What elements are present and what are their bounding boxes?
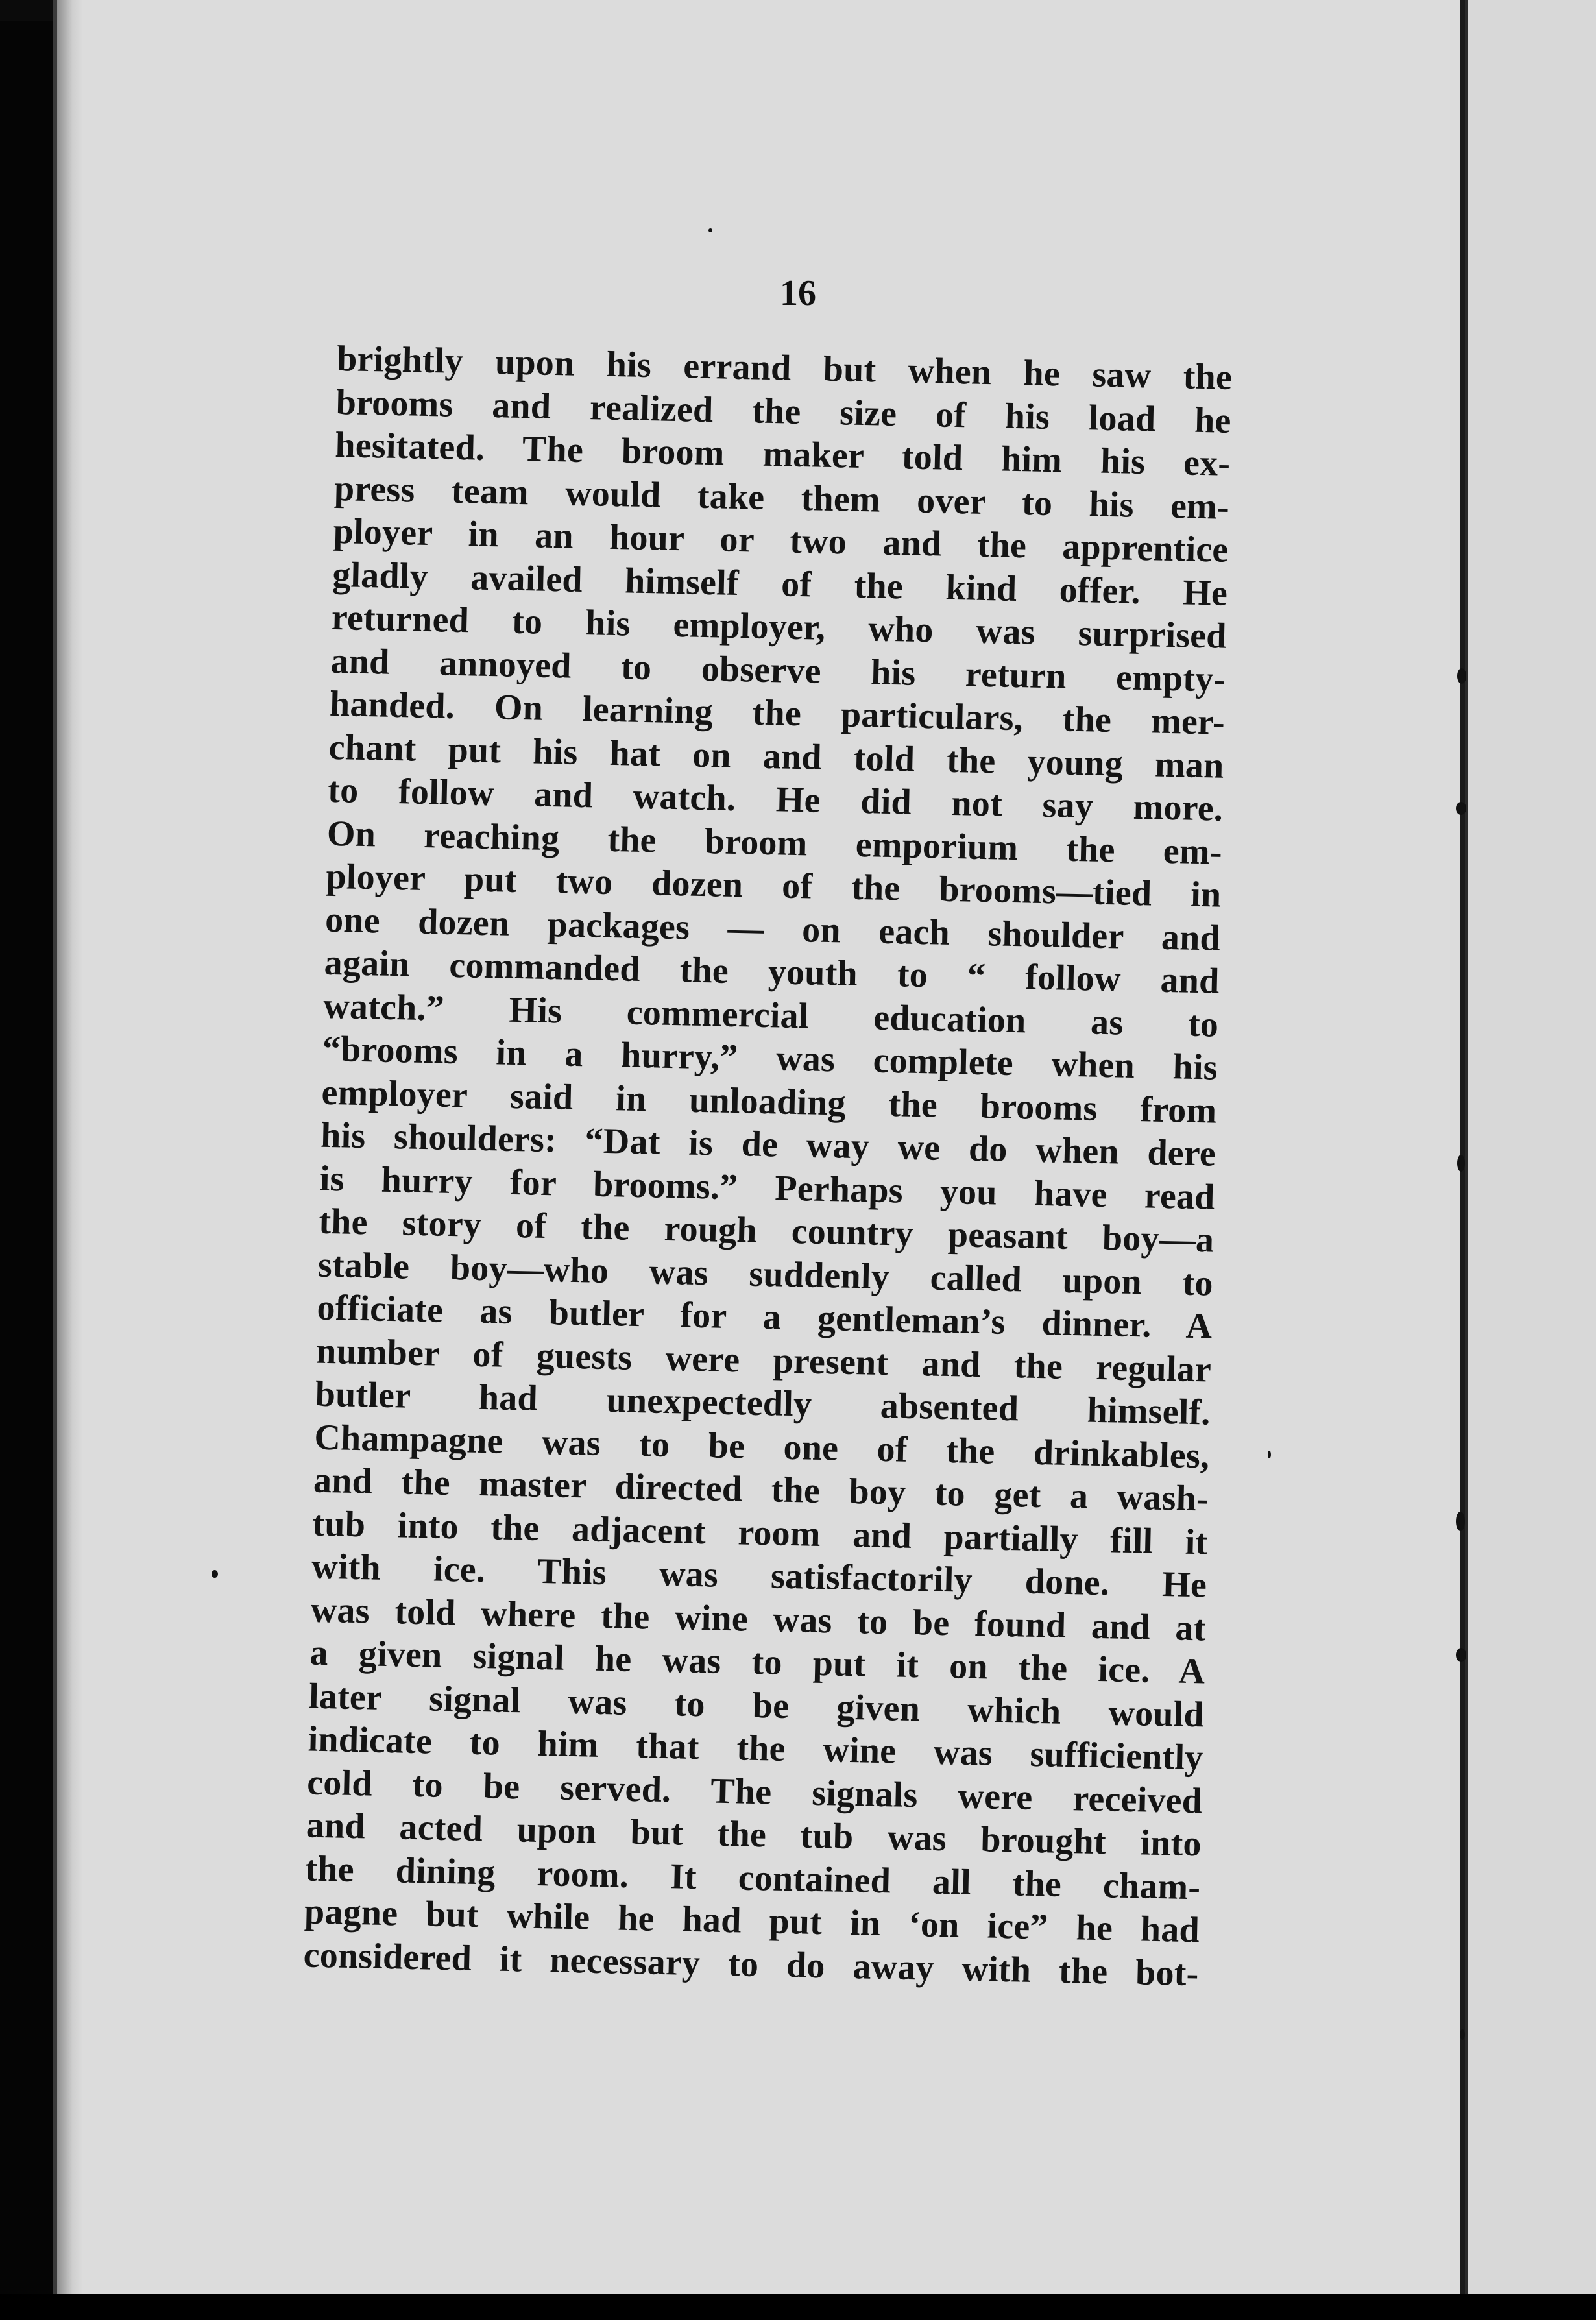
text-line: ployer put two dozen of the brooms—tied in: [325, 856, 1222, 915]
scan-speck: [1268, 1451, 1271, 1458]
text-line: handed. On learning the particulars, the mer-: [329, 683, 1226, 743]
text-line: watch.” His commercial education as to: [322, 985, 1219, 1045]
page-number: 16: [780, 273, 816, 313]
text-line: and the master directed the boy to get a wash-: [313, 1460, 1209, 1519]
text-line: ployer in an hour or two and the apprentice: [333, 511, 1229, 570]
text-line: again commanded the youth to “ follow and: [324, 942, 1220, 1002]
text-line: is hurry for brooms.” Perhaps you have read: [319, 1158, 1216, 1218]
body-text: [303, 337, 1233, 1995]
text-line: returned to his employer, who was surprised: [331, 597, 1227, 657]
text-line: number of guests were present and the regular: [315, 1331, 1212, 1390]
scan-bottom-edge: [0, 2294, 1596, 2320]
text-line: was told where the wine was to be found and at: [310, 1589, 1207, 1649]
text-line: brooms and realized the size of his load he: [335, 381, 1232, 441]
text-line: his shoulders: “Dat is de way we do when dere: [320, 1115, 1216, 1174]
text-line: chant put his hat on and told the young man: [328, 727, 1225, 786]
text-line: to follow and watch. He did not say more.: [327, 769, 1224, 829]
binding-mark: [1457, 668, 1466, 684]
text-line: hesitated. The broom maker told him his ex-: [334, 424, 1231, 484]
text-line: one dozen packages — on each shoulder and: [324, 899, 1221, 959]
text-line: gladly availed himself of the kind offer. He: [332, 554, 1228, 614]
text-line: and acted upon but the tub was brought into: [306, 1805, 1202, 1865]
text-line: press team would take them over to his em-: [333, 468, 1230, 527]
facing-page-edge: [1465, 0, 1596, 2294]
text-line: indicate to him that the wine was sufficiently: [308, 1719, 1204, 1778]
text-line: “brooms in a hurry,” was complete when his: [322, 1028, 1218, 1088]
text-line: cold to be served. The signals were received: [306, 1762, 1203, 1821]
text-line: tub into the adjacent room and partially fill it: [312, 1503, 1209, 1562]
binding-mark: [1456, 1648, 1466, 1662]
text-line: stable boy—who was suddenly called upon to: [317, 1244, 1214, 1304]
text-line: the story of the rough country peasant boy—a: [318, 1201, 1215, 1261]
text-line: On reaching the broom emporium the em-: [326, 813, 1223, 873]
text-line: employer said in unloading the brooms from: [320, 1072, 1217, 1131]
text-line: considered it necessary to do away with the bot-: [303, 1934, 1200, 1994]
binding-mark: [1456, 1512, 1465, 1531]
binding-mark: [1460, 2029, 1465, 2040]
text-line: and annoyed to observe his return empty-: [330, 640, 1226, 700]
binding-mark: [1456, 802, 1466, 815]
text-line: a given signal he was to put it on the ice. A: [309, 1632, 1205, 1692]
text-line: the dining room. It contained all the cham-: [304, 1848, 1201, 1907]
text-line: pagne but while he had put in ‘on ice” he had: [304, 1891, 1200, 1951]
binding-mark: [1457, 1155, 1465, 1172]
text-line: later signal was to be given which would: [308, 1676, 1205, 1735]
text-line: with ice. This was satisfactorily done. He: [311, 1546, 1207, 1606]
text-line: butler had unexpectedly absented himself.: [315, 1373, 1211, 1433]
text-line: brightly upon his errand but when he saw the: [336, 338, 1233, 398]
text-line: officiate as butler for a gentleman’s dinner. A: [317, 1287, 1213, 1347]
page-gutter: [1460, 0, 1465, 2294]
text-line: Champagne was to be one of the drinkables,: [313, 1417, 1210, 1477]
page-binding-shadow: [57, 0, 83, 2294]
scan-speck: [708, 228, 712, 232]
scan-speck: [212, 1570, 218, 1578]
